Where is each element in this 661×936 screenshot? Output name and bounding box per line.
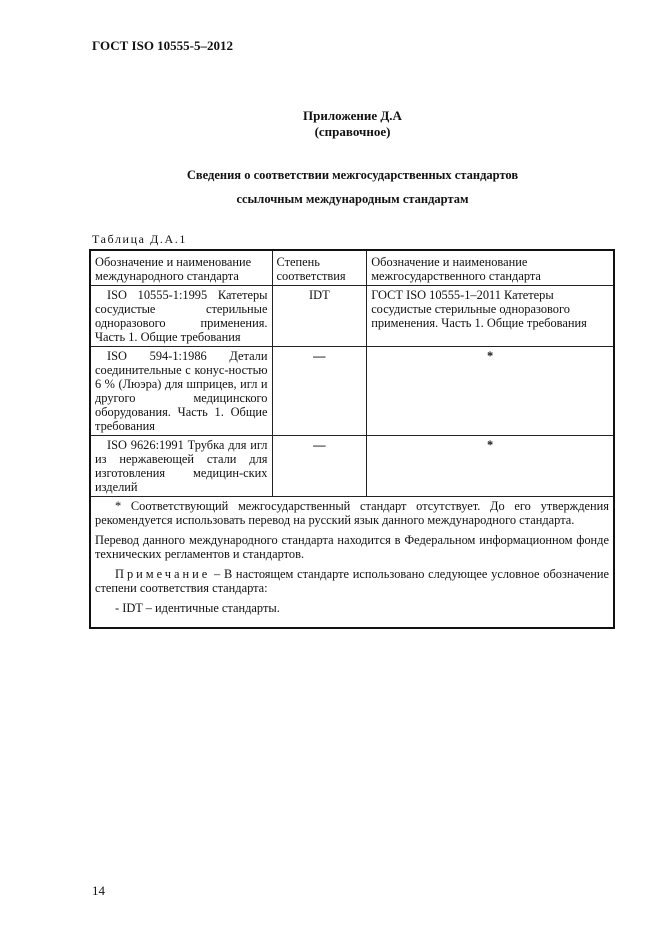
annex-subtitle: (справочное)	[314, 124, 391, 139]
cell-interstate: *	[367, 347, 614, 436]
header-degree-of-correspondence: Степень соответствия	[272, 250, 367, 286]
document-header-code: ГОСТ ISO 10555-5–2012	[92, 38, 234, 53]
note-item: - IDT – идентичные стандарты.	[115, 601, 280, 615]
section-title-line2: ссылочным международным стандартам	[236, 192, 469, 206]
note-paragraph	[95, 567, 609, 595]
table-row	[90, 286, 614, 347]
cell-international: ISO 594-1:1986 Детали соединительные с конус-ностью 6 % (Люэра) для шприцев, игл и другого медицинского оборудования. Часть 1. Общие требования	[90, 347, 272, 436]
cell-degree: —	[272, 347, 367, 436]
page-number: 14	[92, 883, 105, 898]
cell-degree: IDT	[272, 286, 367, 347]
header-international-standard: Обозначение и наименование международного стандарта	[90, 250, 272, 286]
cell-interstate: *	[367, 436, 614, 497]
table-row	[90, 347, 614, 436]
translation-info-text: Перевод данного международного стандарта находится в Федеральном информационном фонде технических регламентов и стандартов.	[95, 533, 609, 561]
table-notes-row	[90, 497, 614, 629]
footnote-text: * Соответствующий межгосударственный стандарт отсутствует. До его утверждения рекомендуется использовать перевод на русский язык данного международного стандарта.	[95, 499, 609, 527]
table-row	[90, 436, 614, 497]
correspondence-table	[89, 249, 615, 629]
cell-interstate: ГОСТ ISO 10555-1–2011 Катетеры сосудистые стерильные одноразового применения. Часть 1. Общие требования	[367, 286, 614, 347]
note-text: – В настоящем стандарте использовано следующее условное обозначение степени соответствия стандарта:	[95, 567, 609, 595]
header-interstate-standard: Обозначение и наименование межгосударственного стандарта	[367, 250, 614, 286]
cell-international: ISO 9626:1991 Трубка для игл из нержавеющей стали для изготовления медицин-ских изделий	[90, 436, 272, 497]
table-notes	[90, 497, 614, 629]
note-label: Примечание	[115, 567, 211, 581]
table-caption: Таблица Д.А.1	[92, 232, 187, 246]
table-header-row	[90, 250, 614, 286]
section-title-line1: Сведения о соответствии межгосударственных стандартов	[186, 168, 519, 182]
cell-international: ISO 10555-1:1995 Катетеры сосудистые стерильные одноразового применения. Часть 1. Общие требования	[90, 286, 272, 347]
annex-title: Приложение Д.А	[303, 108, 402, 123]
cell-degree: —	[272, 436, 367, 497]
